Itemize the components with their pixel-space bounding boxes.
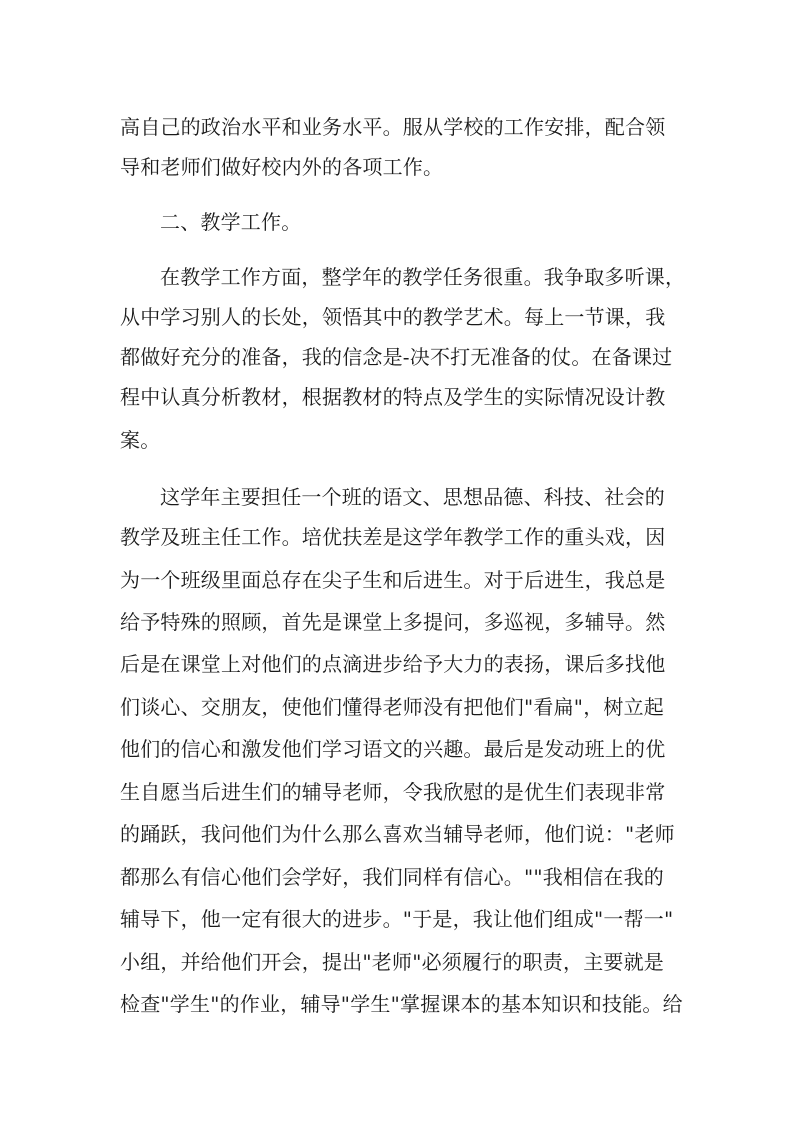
paragraph-start: 这学年主要担任一个班的语文、思想品德、科技、社会的 <box>160 485 665 509</box>
text-line: 们谈心、交朋友，使他们懂得老师没有把他们"看扁"，树立起 <box>120 695 664 719</box>
text-line: 高自己的政治水平和业务水平。服从学校的工作安排，配合领 <box>120 115 666 139</box>
text-line: 教学及班主任工作。培优扶差是这学年教学工作的重头戏，因 <box>120 525 666 549</box>
text-line: 的踊跃，我问他们为什么那么喜欢当辅导老师，他们说："老师 <box>120 822 675 846</box>
section-heading: 二、教学工作。 <box>160 210 302 234</box>
text-line: 案。 <box>120 428 161 452</box>
text-line: 导和老师们做好校内外的各项工作。 <box>120 155 444 179</box>
text-line: 都那么有信心他们会学好，我们同样有信心。""我相信在我的 <box>120 865 664 889</box>
text-line: 他们的信心和激发他们学习语文的兴趣。最后是发动班上的优 <box>120 737 666 761</box>
text-line: 生自愿当后进生们的辅导老师，令我欣慰的是优生们表现非常 <box>120 780 666 804</box>
text-line: 检查"学生"的作业，辅导"学生"掌握课本的基本知识和技能。给 <box>120 992 683 1016</box>
paragraph-start: 在教学工作方面，整学年的教学任务很重。我争取多听课， <box>160 265 686 289</box>
text-line: 辅导下，他一定有很大的进步。"于是，我让他们组成"一帮一" <box>120 907 674 931</box>
text-line: 小组，并给他们开会，提出"老师"必须履行的职责，主要就是 <box>120 950 664 974</box>
text-line: 从中学习别人的长处，领悟其中的教学艺术。每上一节课，我 <box>120 305 666 329</box>
text-line: 后是在课堂上对他们的点滴进步给予大力的表扬，课后多找他 <box>120 652 666 676</box>
text-line: 给予特殊的照顾，首先是课堂上多提问，多巡视，多辅导。然 <box>120 610 666 634</box>
text-line: 程中认真分析教材，根据教材的特点及学生的实际情况设计教 <box>120 385 666 409</box>
text-line: 都做好充分的准备，我的信念是-决不打无准备的仗。在备课过 <box>120 345 673 369</box>
text-line: 为一个班级里面总存在尖子生和后进生。对于后进生，我总是 <box>120 568 666 592</box>
